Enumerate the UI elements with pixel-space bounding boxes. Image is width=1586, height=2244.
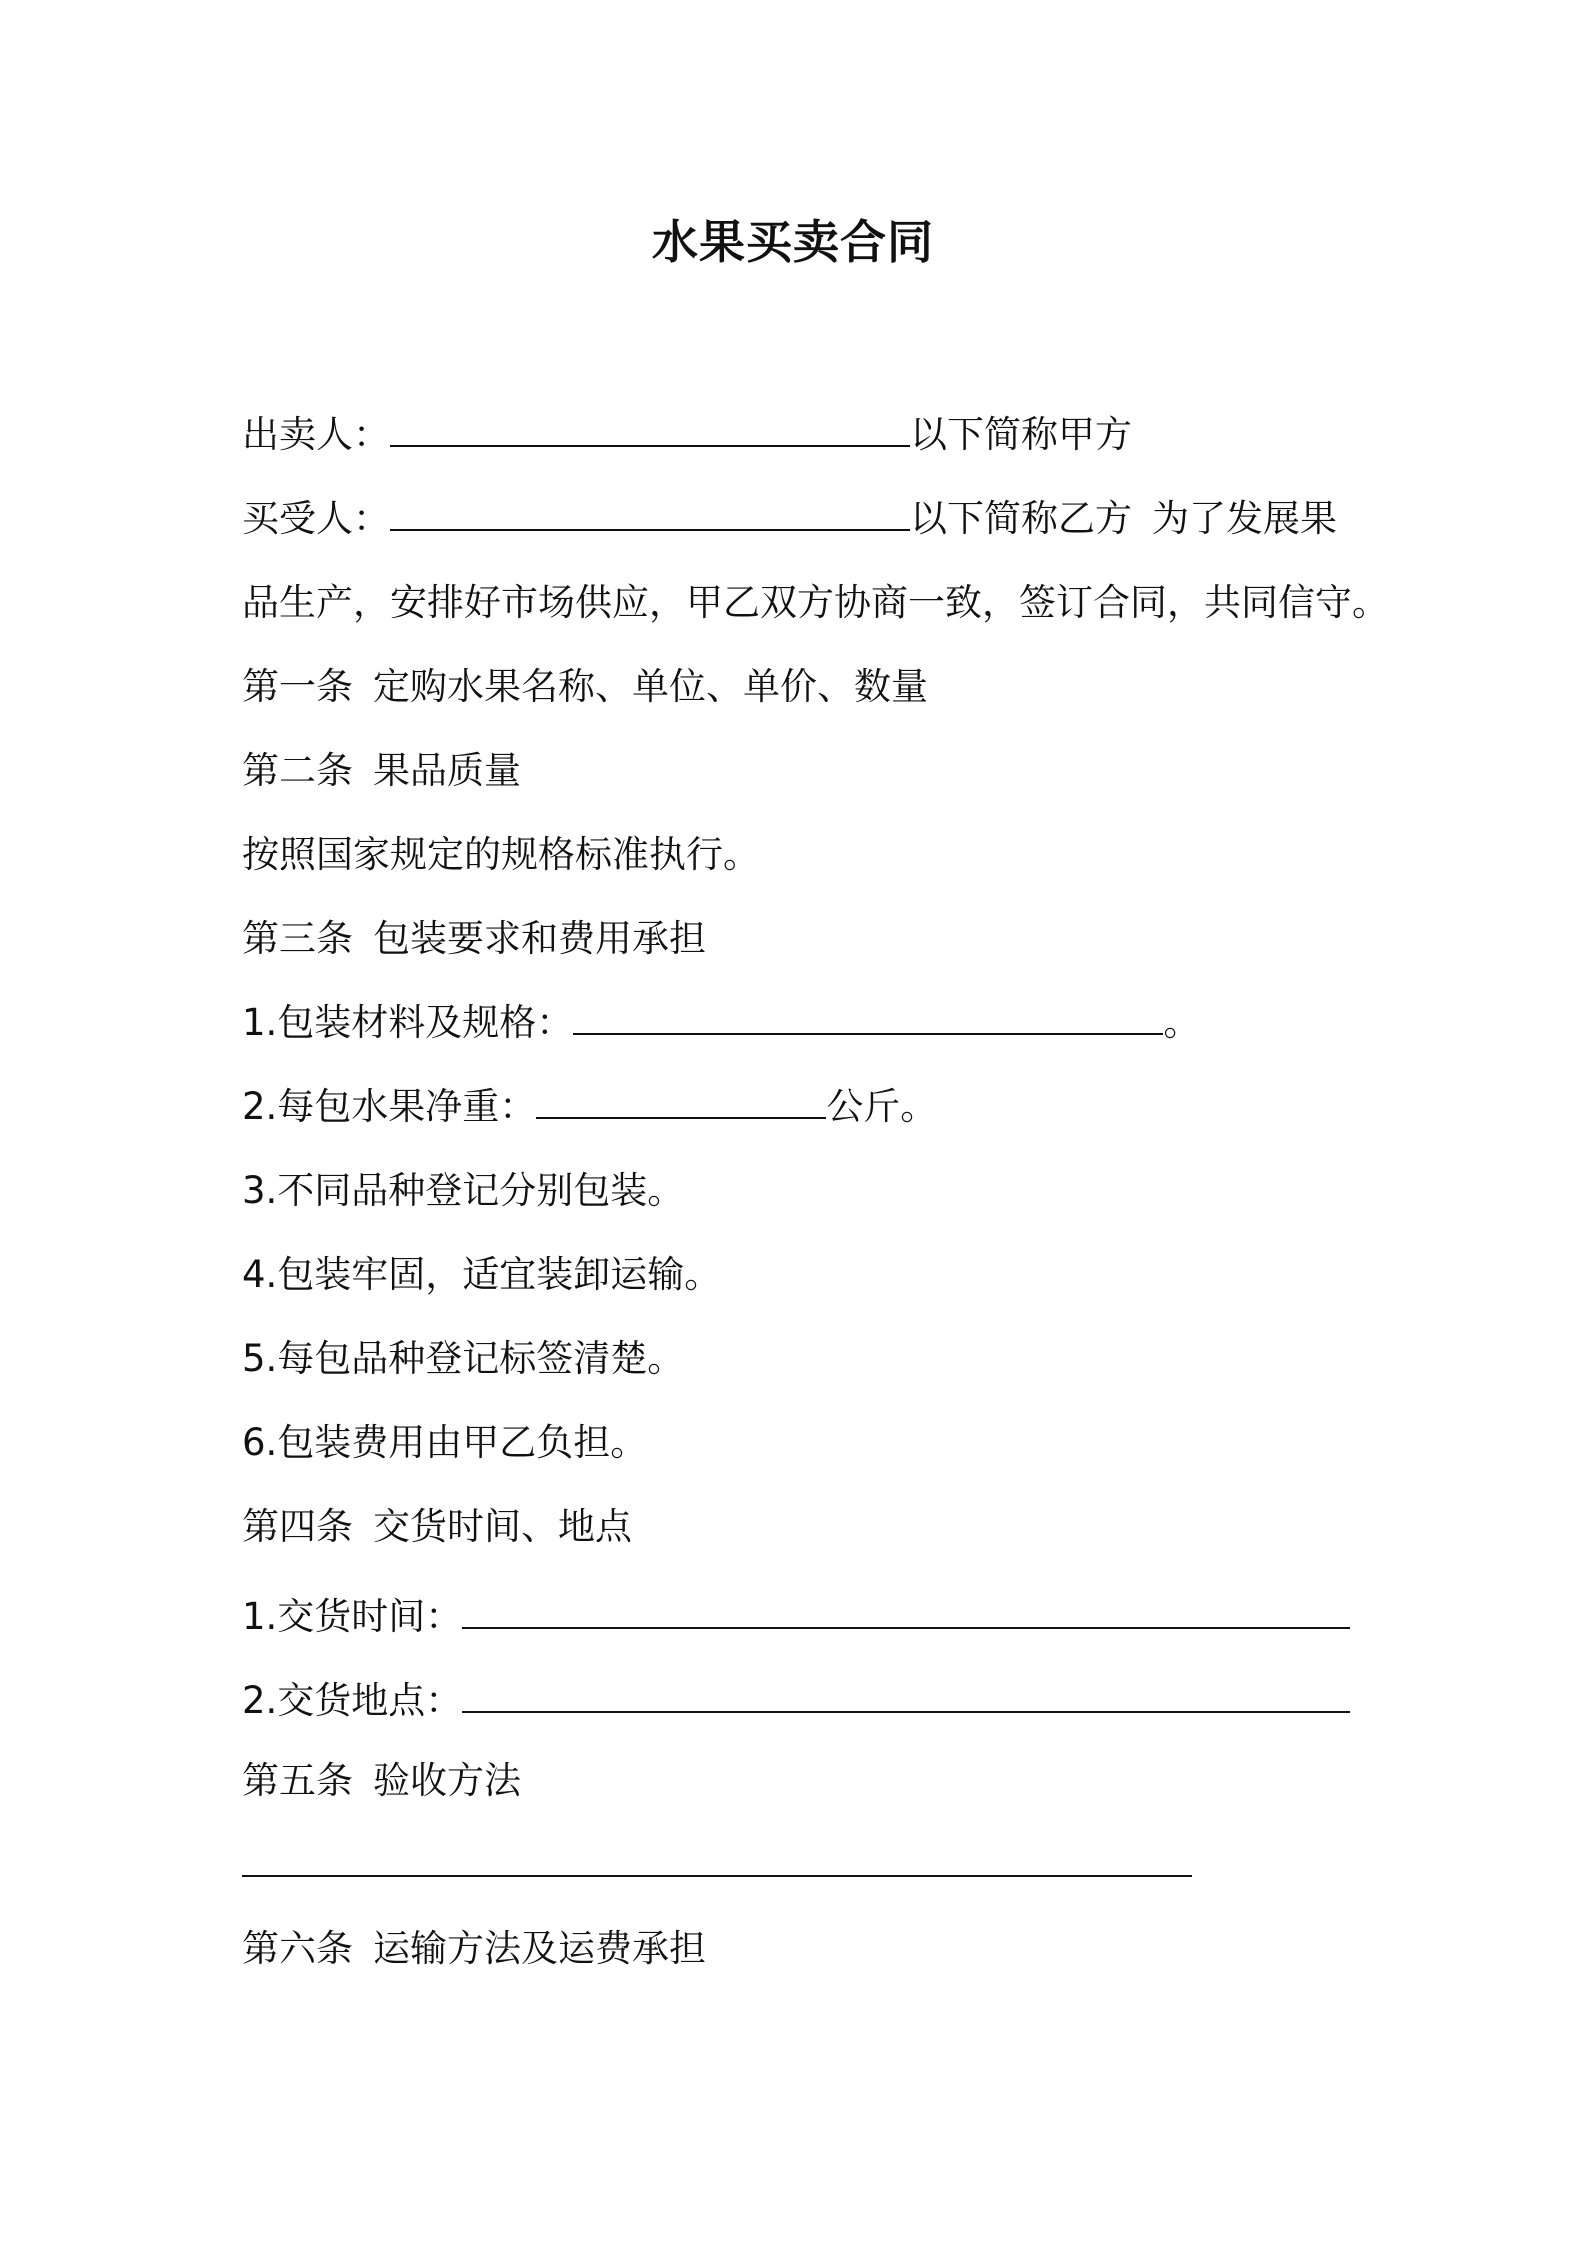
packaging-material-label: 1.包装材料及规格： [242,1001,574,1044]
article-2-text: 按照国家规定的规格标准执行。 [242,833,760,876]
article-3-number: 第三条 [242,917,353,960]
article-4-title: 交货时间、地点 [373,1505,632,1548]
article-2-heading [242,746,521,796]
article-6-number: 第六条 [242,1927,353,1970]
article-6-title: 运输方法及运费承担 [373,1927,706,1970]
net-weight-label: 2.每包水果净重： [242,1085,537,1128]
packaging-item-4: 4.包装牢固，适宜装卸运输。 [242,1253,722,1296]
preamble-line: 品生产，安排好市场供应，甲乙双方协商一致，签订合同，共同信守。 [242,581,1389,624]
inspection-method-blank[interactable] [242,1841,1192,1877]
article-3-heading [242,914,706,964]
article-5-number: 第五条 [242,1759,353,1802]
packaging-item-3: 3.不同品种登记分别包装。 [242,1169,685,1212]
net-weight-blank[interactable] [536,1083,826,1119]
buyer-name-blank[interactable] [390,495,910,531]
article-3-title: 包装要求和费用承担 [373,917,706,960]
article-5-title: 验收方法 [373,1759,521,1802]
delivery-time-blank[interactable] [462,1593,1350,1629]
article-1-number: 第一条 [242,665,353,708]
article-6-heading [242,1924,706,1974]
inspection-method-line [242,1840,1192,1890]
packaging-material-line [242,998,1200,1048]
document-title: 水果买卖合同 [652,215,934,269]
delivery-place-blank[interactable] [462,1677,1350,1713]
delivery-time-label: 1.交货时间： [242,1595,463,1638]
article-4-number: 第四条 [242,1505,353,1548]
net-weight-line [242,1082,937,1132]
article-1-heading [242,662,928,712]
delivery-place-label: 2.交货地点： [242,1679,463,1722]
seller-line [242,410,1132,460]
seller-suffix: 以下简称甲方 [910,413,1132,456]
seller-label: 出卖人： [242,413,390,456]
preamble-start: 为了发展果 [1152,497,1337,540]
delivery-time-line [242,1592,1350,1642]
buyer-suffix: 以下简称乙方 [910,497,1132,540]
net-weight-unit: 公斤。 [826,1085,938,1128]
article-2-number: 第二条 [242,749,353,792]
article-5-heading [242,1756,521,1806]
packaging-material-blank[interactable] [573,999,1163,1035]
delivery-place-line [242,1676,1350,1726]
article-2-title: 果品质量 [373,749,521,792]
packaging-material-end: 。 [1163,1001,1201,1044]
article-1-title: 定购水果名称、单位、单价、数量 [373,665,928,708]
packaging-item-5: 5.每包品种登记标签清楚。 [242,1337,685,1380]
article-4-heading [242,1502,632,1552]
seller-name-blank[interactable] [390,411,910,447]
packaging-item-6: 6.包装费用由甲乙负担。 [242,1421,648,1464]
buyer-label: 买受人： [242,497,390,540]
buyer-line [242,494,1337,544]
